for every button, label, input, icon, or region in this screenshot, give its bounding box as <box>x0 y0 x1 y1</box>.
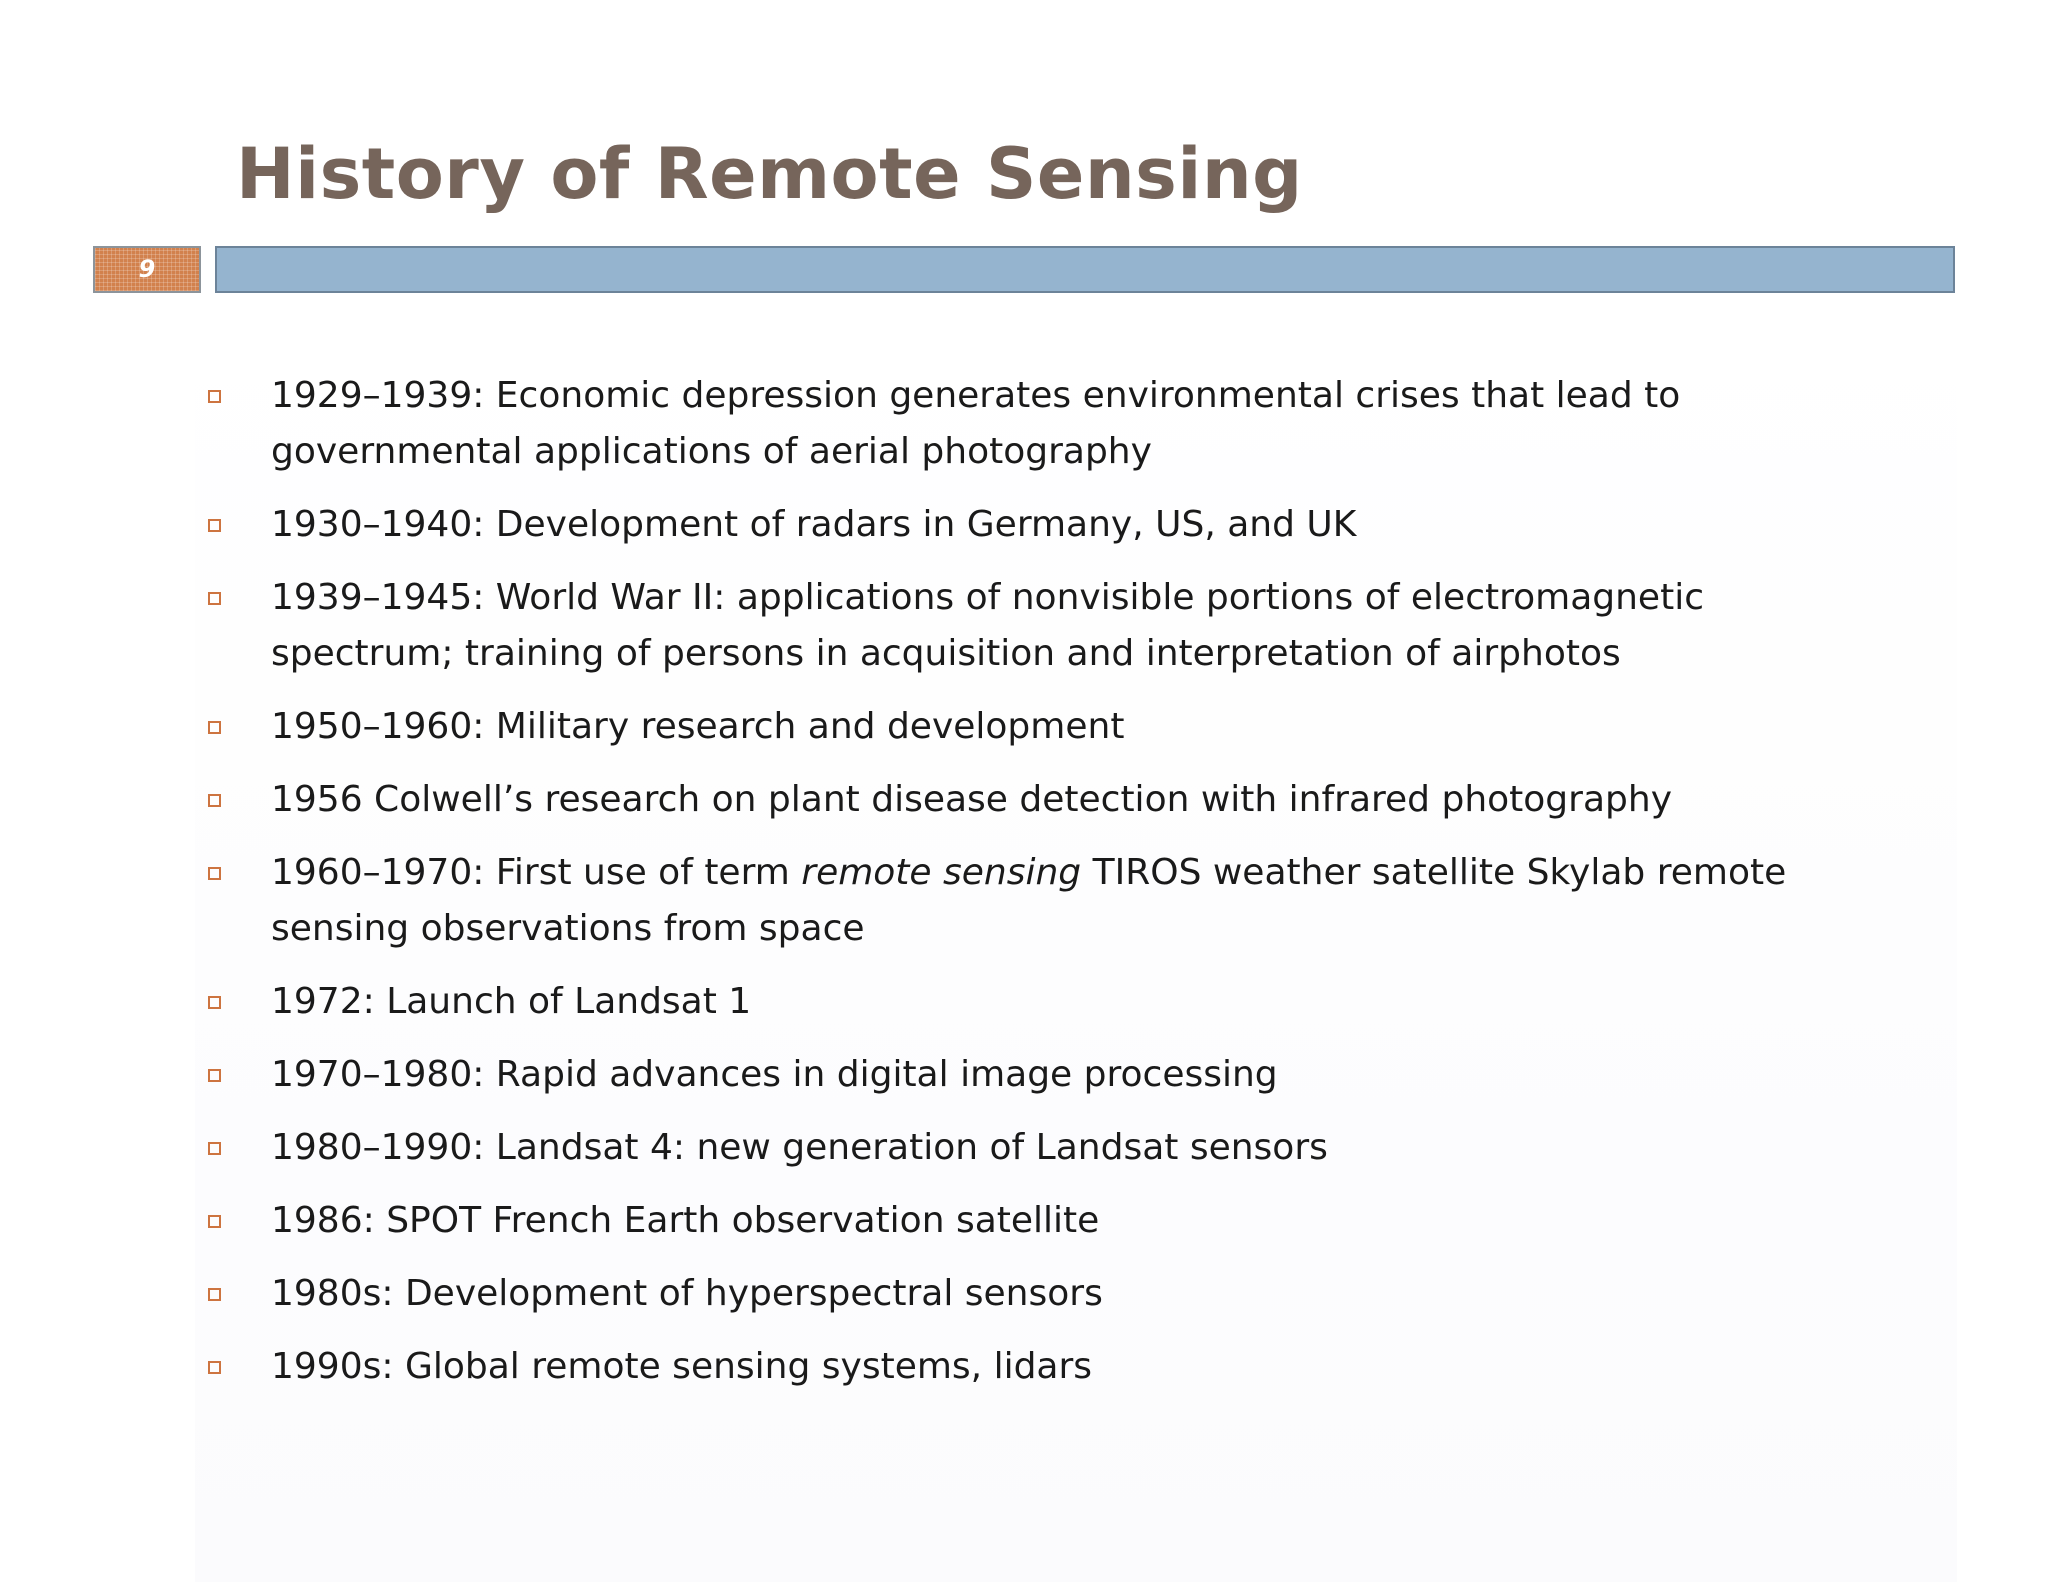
square-bullet-icon <box>208 721 221 734</box>
bullet-item <box>205 1193 1885 1249</box>
square-bullet-icon <box>208 1361 221 1374</box>
bullet-list <box>205 368 1885 1412</box>
bullet-item <box>205 368 1885 480</box>
bullet-text: 1972: Launch of Landsat 1 <box>271 981 752 1022</box>
bullet-item <box>205 845 1885 957</box>
header-bar <box>215 246 1955 293</box>
bullet-text: 1980s: Development of hyperspectral sensors <box>271 1273 1103 1314</box>
bullet-item <box>205 1120 1885 1176</box>
bullet-item <box>205 1047 1885 1103</box>
bullet-text: 1930–1940: Development of radars in Germany, US, and UK <box>271 504 1357 545</box>
square-bullet-icon <box>208 1069 221 1082</box>
square-bullet-icon <box>208 390 221 403</box>
bullet-text: 1929–1939: Economic depression generates environmental crises that lead to governmental applications of aerial photography <box>271 375 1681 472</box>
bullet-text: 1980–1990: Landsat 4: new generation of Landsat sensors <box>271 1127 1328 1168</box>
bullet-text: 1956 Colwell’s research on plant disease detection with infrared photography <box>271 779 1672 820</box>
square-bullet-icon <box>208 519 221 532</box>
slide-number-badge: 9 <box>93 246 201 293</box>
square-bullet-icon <box>208 1142 221 1155</box>
square-bullet-icon <box>208 592 221 605</box>
bullet-item <box>205 1339 1885 1395</box>
bullet-text-start: 1960–1970: First use of term <box>271 852 802 893</box>
bullet-item <box>205 974 1885 1030</box>
bullet-item <box>205 570 1885 682</box>
bullet-item <box>205 699 1885 755</box>
square-bullet-icon <box>208 794 221 807</box>
bullet-text-end: TIROS weather satellite Skylab remote sensing observations from space <box>271 852 1787 949</box>
square-bullet-icon <box>208 996 221 1009</box>
bullet-text: 1970–1980: Rapid advances in digital image processing <box>271 1054 1278 1095</box>
bullet-text: 1939–1945: World War II: applications of nonvisible portions of electromagnetic spectrum; training of persons in acquisition and interpretation of airphotos <box>271 577 1704 674</box>
square-bullet-icon <box>208 1215 221 1228</box>
square-bullet-icon <box>208 1288 221 1301</box>
square-bullet-icon <box>208 867 221 880</box>
bullet-item <box>205 497 1885 553</box>
bullet-text-italic-term: remote sensing <box>801 852 1082 893</box>
bullet-item <box>205 772 1885 828</box>
slide-title: History of Remote Sensing <box>236 133 1303 215</box>
bullet-item <box>205 1266 1885 1322</box>
bullet-text: 1990s: Global remote sensing systems, lidars <box>271 1346 1093 1387</box>
bullet-text: 1986: SPOT French Earth observation satellite <box>271 1200 1100 1241</box>
bullet-text: 1950–1960: Military research and development <box>271 706 1125 747</box>
